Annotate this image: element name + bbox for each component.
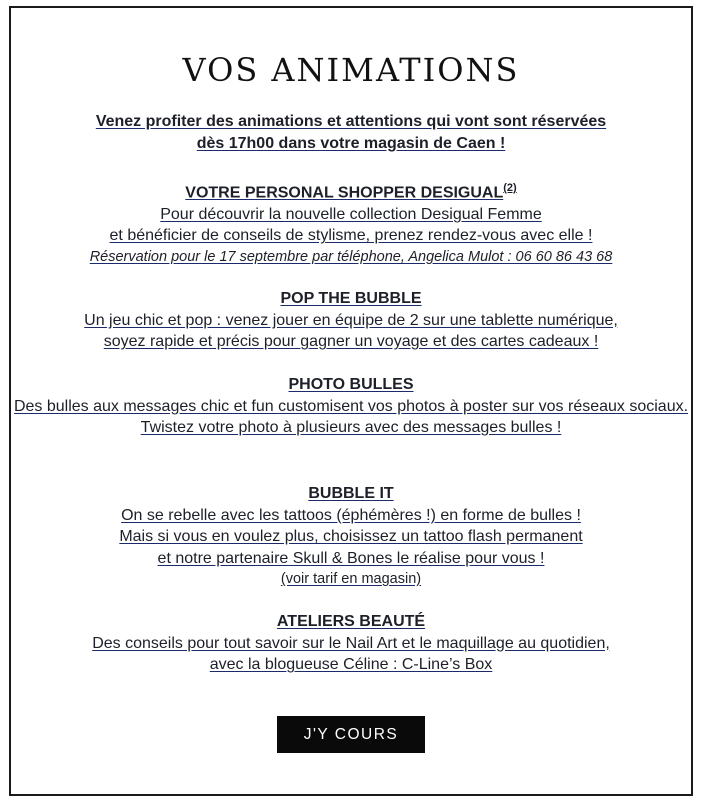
section-line bbox=[11, 396, 691, 418]
section-ateliers-beaute bbox=[11, 611, 691, 676]
page-title: VOS ANIMATIONS bbox=[182, 51, 520, 89]
intro-line-1-text[interactable]: Venez profiter des animations et attentions qui vont sont réservées bbox=[95, 113, 607, 130]
section-heading-ateliers-beaute bbox=[11, 611, 691, 633]
section-line bbox=[11, 331, 691, 353]
section-line bbox=[11, 654, 691, 676]
intro-line-1 bbox=[11, 111, 691, 133]
section-line bbox=[11, 526, 691, 548]
section-line bbox=[11, 633, 691, 655]
section-heading-personal-shopper[interactable] bbox=[11, 178, 691, 204]
heading-text[interactable]: VOTRE PERSONAL SHOPPER DESIGUAL bbox=[185, 184, 504, 202]
section-line bbox=[11, 505, 691, 527]
section-line bbox=[11, 225, 691, 247]
section-heading-photo-bulles bbox=[11, 374, 691, 396]
price-note[interactable]: (voir tarif en magasin) bbox=[280, 571, 422, 587]
section-personal-shopper bbox=[11, 178, 691, 268]
section-photo-bulles bbox=[11, 374, 691, 439]
section-line-text[interactable]: Un jeu chic et pop : venez jouer en équipe de 2 sur une tablette numérique, bbox=[84, 311, 618, 329]
heading-text[interactable]: POP THE BUBBLE bbox=[280, 290, 422, 307]
intro-line-2-text[interactable]: dès 17h00 dans votre magasin de Caen ! bbox=[196, 134, 506, 152]
intro-line-2 bbox=[11, 133, 691, 155]
section-bubble-it bbox=[11, 483, 691, 591]
section-heading-bubble-it bbox=[11, 483, 691, 505]
section-line-text[interactable]: Mais si vous en voulez plus, choisissez un tattoo flash permanent bbox=[119, 528, 583, 545]
heading-text[interactable]: BUBBLE IT bbox=[308, 485, 394, 502]
section-line-text[interactable]: et bénéficier de conseils de stylisme, prenez rendez-vous avec elle ! bbox=[109, 227, 593, 245]
newsletter-frame bbox=[9, 6, 693, 796]
section-line-text[interactable]: soyez rapide et précis pour gagner un voyage et des cartes cadeaux ! bbox=[103, 333, 599, 350]
section-line-text[interactable]: Des conseils pour tout savoir sur le Nail Art et le maquillage au quotidien, bbox=[92, 634, 610, 652]
section-line-text[interactable]: Twistez votre photo à plusieurs avec des messages bulles ! bbox=[140, 419, 562, 436]
footnote-ref[interactable]: (2) bbox=[503, 182, 517, 194]
section-heading-pop-the-bubble bbox=[11, 288, 691, 310]
section-line bbox=[11, 417, 691, 439]
jy-cours-button[interactable]: J'Y COURS bbox=[277, 716, 425, 753]
reservation-note[interactable]: Réservation pour le 17 septembre par téléphone, Angelica Mulot : 06 60 86 43 68 bbox=[89, 248, 613, 265]
section-line-text[interactable]: Des bulles aux messages chic et fun customisent vos photos à poster sur vos réseaux sociaux. bbox=[13, 397, 689, 415]
section-line-text[interactable]: Pour découvrir la nouvelle collection Desigual Femme bbox=[160, 205, 542, 223]
section-line-text[interactable]: avec la blogueuse Céline : C-Line’s Box bbox=[209, 656, 493, 673]
section-note bbox=[11, 247, 691, 269]
section-line-text[interactable]: et notre partenaire Skull & Bones le réalise pour vous ! bbox=[157, 549, 545, 567]
section-line-text[interactable]: On se rebelle avec les tattoos (éphémères !) en forme de bulles ! bbox=[121, 506, 581, 524]
section-line bbox=[11, 310, 691, 332]
section-line bbox=[11, 204, 691, 226]
heading-text[interactable]: ATELIERS BEAUTÉ bbox=[276, 613, 426, 630]
heading-text[interactable]: PHOTO BULLES bbox=[288, 376, 414, 393]
section-line bbox=[11, 548, 691, 570]
section-pop-the-bubble bbox=[11, 288, 691, 353]
intro-text[interactable] bbox=[11, 111, 691, 154]
section-note bbox=[11, 569, 691, 591]
